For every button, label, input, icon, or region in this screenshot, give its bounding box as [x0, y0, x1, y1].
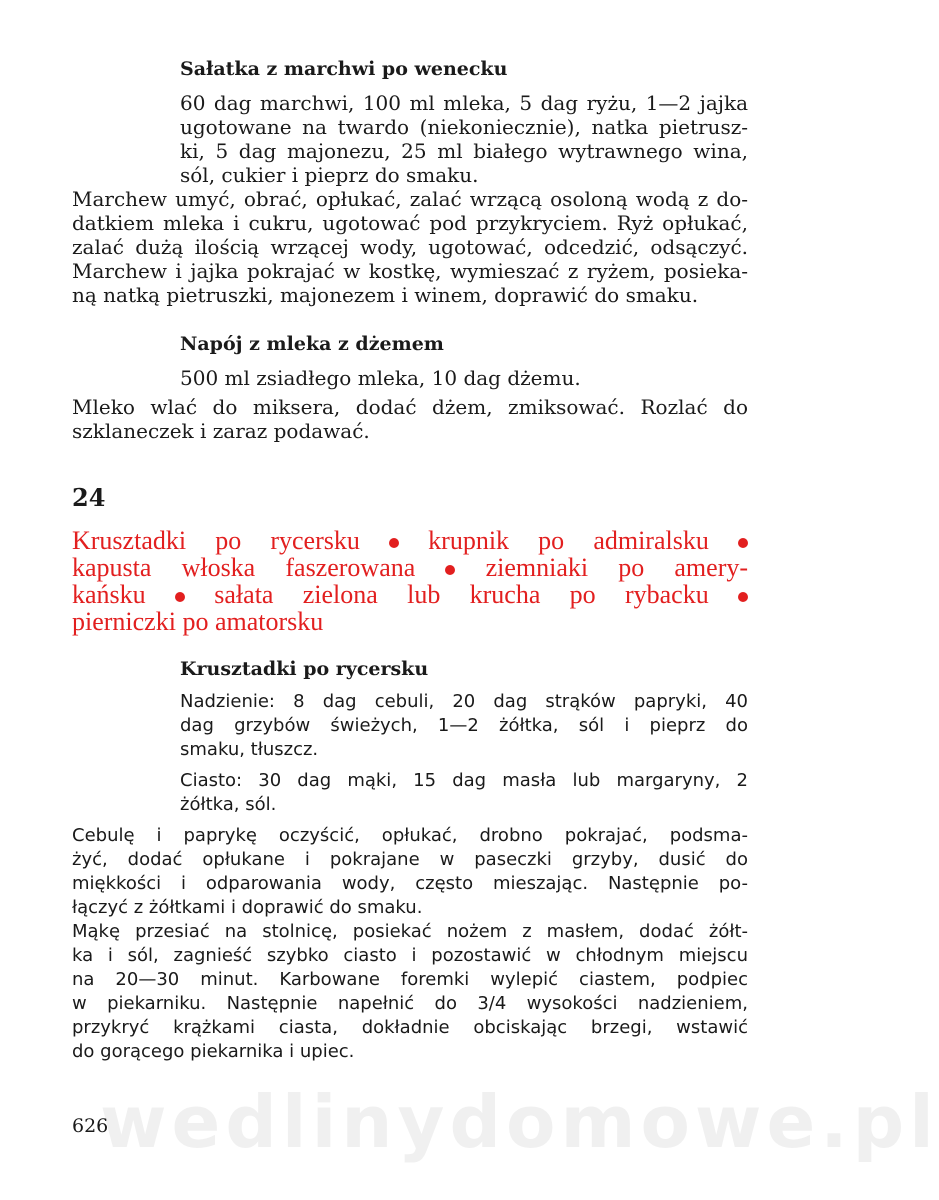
instructions-line: Cebulę i paprykę oczyścić, opłukać, drobno pokrajać, podsma-	[72, 825, 748, 846]
instructions-line: szklaneczek i zaraz podawać.	[72, 419, 370, 443]
menu-item: pierniczki po amatorsku	[72, 607, 324, 636]
ingredients-line: 500 ml zsiadłego mleka, 10 dag dżemu.	[180, 366, 581, 390]
menu-item: Krusztadki po rycersku	[72, 526, 360, 555]
instructions-line: żyć, dodać opłukane i pokrajane w paseczki grzyby, dusić do	[72, 849, 748, 870]
menu-item: ziemniaki po amery-	[485, 553, 749, 582]
instructions-line: do gorącego piekarnika i upiec.	[72, 1041, 355, 1062]
ingredients-line: 60 dag marchwi, 100 ml mleka, 5 dag ryżu, 1—2 jajka	[180, 91, 748, 115]
bullet-icon	[175, 592, 185, 602]
menu-item: kapusta włoska faszerowana	[72, 553, 416, 582]
filling-line: dag grzybów świeżych, 1—2 żółtka, sól i pieprz do	[180, 715, 748, 736]
filling-line: smaku, tłuszcz.	[180, 739, 319, 760]
instructions-line: Mleko wlać do miksera, dodać dżem, zmiksować. Rozlać do	[72, 395, 748, 419]
instructions-line: na 20—30 minut. Karbowane foremki wylepić ciastem, podpiec	[72, 969, 748, 990]
ingredients-line: ki, 5 dag majonezu, 25 ml białego wytrawnego wina,	[180, 139, 748, 163]
instructions-line: przykryć krążkami ciasta, dokładnie obciskając brzegi, wstawić	[72, 1017, 748, 1038]
menu-item: sałata zielona lub krucha po rybacku	[214, 580, 709, 609]
recipe-title: Krusztadki po rycersku	[180, 658, 429, 680]
menu-number: 24	[72, 483, 106, 512]
dough-line: Ciasto: 30 dag mąki, 15 dag masła lub margaryny, 2	[180, 770, 748, 791]
ingredients-line: ugotowane na twardo (niekoniecznie), natka pietrusz-	[180, 115, 748, 139]
bullet-icon	[389, 538, 399, 548]
recipe-title: Napój z mleka z dżemem	[180, 333, 444, 355]
instructions-line: Mąkę przesiać na stolnicę, posiekać nożem z masłem, dodać żółt-	[72, 921, 748, 942]
menu-line	[72, 581, 748, 608]
bullet-icon	[445, 565, 455, 575]
bullet-icon	[738, 538, 748, 548]
instructions-line: miękkości i odparowania wody, często mieszając. Następnie po-	[72, 873, 748, 894]
menu-line	[72, 608, 748, 635]
menu-line	[72, 527, 748, 554]
instructions-line: Marchew umyć, obrać, opłukać, zalać wrzącą osoloną wodą z do-	[72, 187, 748, 211]
watermark: wedlinydomowe.pl	[100, 1080, 939, 1164]
filling-line: Nadzienie: 8 dag cebuli, 20 dag strąków papryki, 40	[180, 691, 748, 712]
page-number: 626	[72, 1115, 109, 1137]
menu-item: krupnik po admiralsku	[428, 526, 709, 555]
instructions-line: Marchew i jajka pokrajać w kostkę, wymieszać z ryżem, posieka-	[72, 259, 748, 283]
instructions-line: ka i sól, zagnieść szybko ciasto i pozostawić w chłodnym miejscu	[72, 945, 748, 966]
instructions-line: w piekarniku. Następnie napełnić do 3/4 wysokości nadzieniem,	[72, 993, 748, 1014]
instructions-line: datkiem mleka i cukru, ugotować pod przykryciem. Ryż opłukać,	[72, 211, 748, 235]
recipe-title: Sałatka z marchwi po wenecku	[180, 58, 508, 80]
menu-line	[72, 554, 748, 581]
dough-line: żółtka, sól.	[180, 794, 277, 815]
instructions-line: zalać dużą ilością wrzącej wody, ugotować, odcedzić, odsączyć.	[72, 235, 748, 259]
instructions-line: łączyć z żółtkami i doprawić do smaku.	[72, 897, 423, 918]
ingredients-line: sól, cukier i pieprz do smaku.	[180, 163, 479, 187]
bullet-icon	[738, 592, 748, 602]
menu-item: kańsku	[72, 580, 146, 609]
instructions-line: ną natką pietruszki, majonezem i winem, doprawić do smaku.	[72, 283, 699, 307]
